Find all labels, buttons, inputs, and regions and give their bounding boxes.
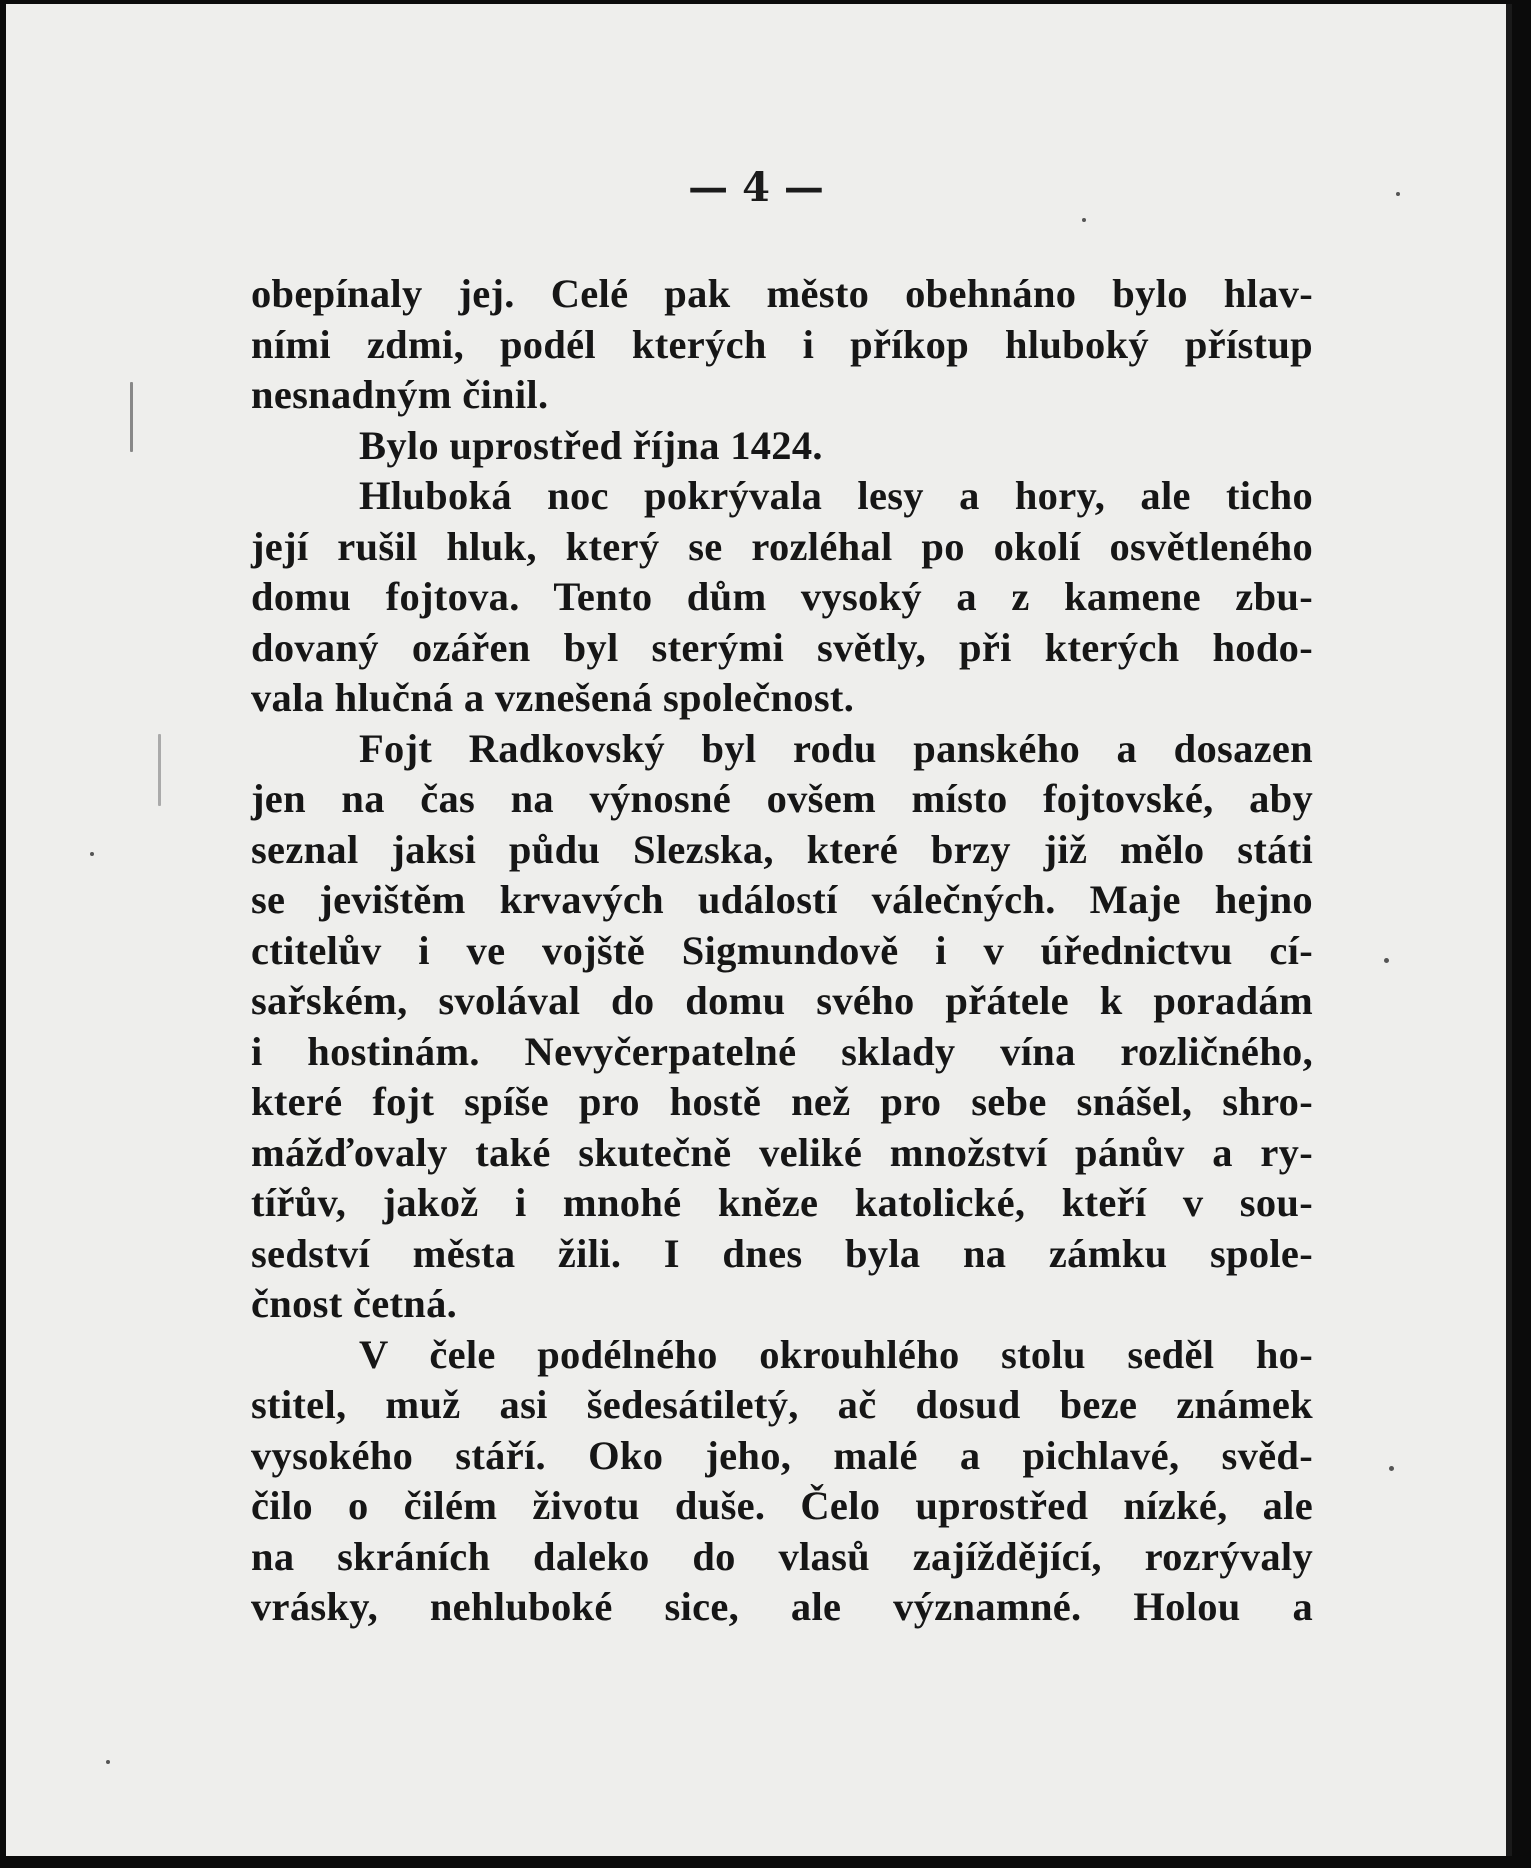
- text-line: její rušil hluk, který se rozléhal po okolí osvětleného: [251, 523, 1313, 569]
- scan-speck: [1396, 192, 1400, 196]
- text-line: vrásky, nehluboké sice, ale významné. Holou a: [251, 1584, 1313, 1629]
- text-line: stitel, muž asi šedesátiletý, ač dosud beze známek: [251, 1382, 1313, 1427]
- text-line: jen na čas na výnosné ovšem místo fojtovské, aby: [251, 776, 1313, 821]
- body-text: [251, 269, 1313, 1633]
- text-line: tířův, jakož i mnohé kněze katolické, kteří v sou-: [251, 1180, 1313, 1225]
- text-line: sedství města žili. I dnes byla na zámku spole-: [251, 1230, 1313, 1276]
- text-line: ctitelův i ve vojště Sigmundově i v úřednictvu cí-: [251, 927, 1313, 973]
- text-line: V čele podélného okrouhlého stolu seděl ho-: [359, 1331, 1313, 1377]
- text-line: obepínaly jej. Celé pak město obehnáno bylo hlav-: [251, 271, 1313, 316]
- text-line: domu fojtova. Tento dům vysoký a z kamene zbu-: [251, 574, 1313, 619]
- scan-speck: [130, 382, 133, 452]
- scan-speck: [1389, 1466, 1394, 1471]
- text-line: seznal jaksi půdu Slezska, které brzy již mělo státi: [251, 826, 1313, 872]
- text-line: čilo o čilém životu duše. Čelo uprostřed nízké, ale: [251, 1483, 1313, 1528]
- scan-speck: [158, 734, 161, 806]
- text-line: Hluboká noc pokrývala lesy a hory, ale ticho: [359, 473, 1313, 518]
- text-line: mážďovaly také skutečně veliké množství pánův a ry-: [251, 1129, 1313, 1175]
- scan-speck: [1384, 958, 1389, 963]
- text-line: sařském, svolával do domu svého přátele k poradám: [251, 978, 1313, 1023]
- text-line: se jevištěm krvavých událostí válečných. Maje hejno: [251, 877, 1313, 922]
- text-line: ními zdmi, podél kterých i příkop hluboký přístup: [251, 321, 1313, 367]
- text-line: Bylo uprostřed října 1424.: [359, 422, 823, 468]
- text-line: které fojt spíše pro hostě než pro sebe snášel, shro-: [251, 1079, 1313, 1124]
- scan-speck: [1082, 218, 1086, 222]
- scan-speck: [106, 1760, 110, 1764]
- text-line: na skráních daleko do vlasů zajíždějící, rozrývaly: [251, 1533, 1313, 1579]
- text-line: čnost četná.: [251, 1281, 458, 1326]
- text-line: Fojt Radkovský byl rodu panského a dosazen: [359, 725, 1313, 771]
- book-page: [6, 4, 1512, 1856]
- text-line: vysokého stáří. Oko jeho, malé a pichlavé, svěd-: [251, 1432, 1313, 1478]
- scan-speck: [90, 852, 94, 856]
- text-line: i hostinám. Nevyčerpatelné sklady vína rozličného,: [251, 1028, 1313, 1074]
- page-number-header: — 4 —: [688, 164, 824, 211]
- text-line: dovaný ozářen byl sterými světly, při kterých hodo-: [251, 624, 1313, 670]
- text-line: vala hlučná a vznešená společnost.: [251, 675, 855, 720]
- text-line: nesnadným činil.: [251, 372, 549, 417]
